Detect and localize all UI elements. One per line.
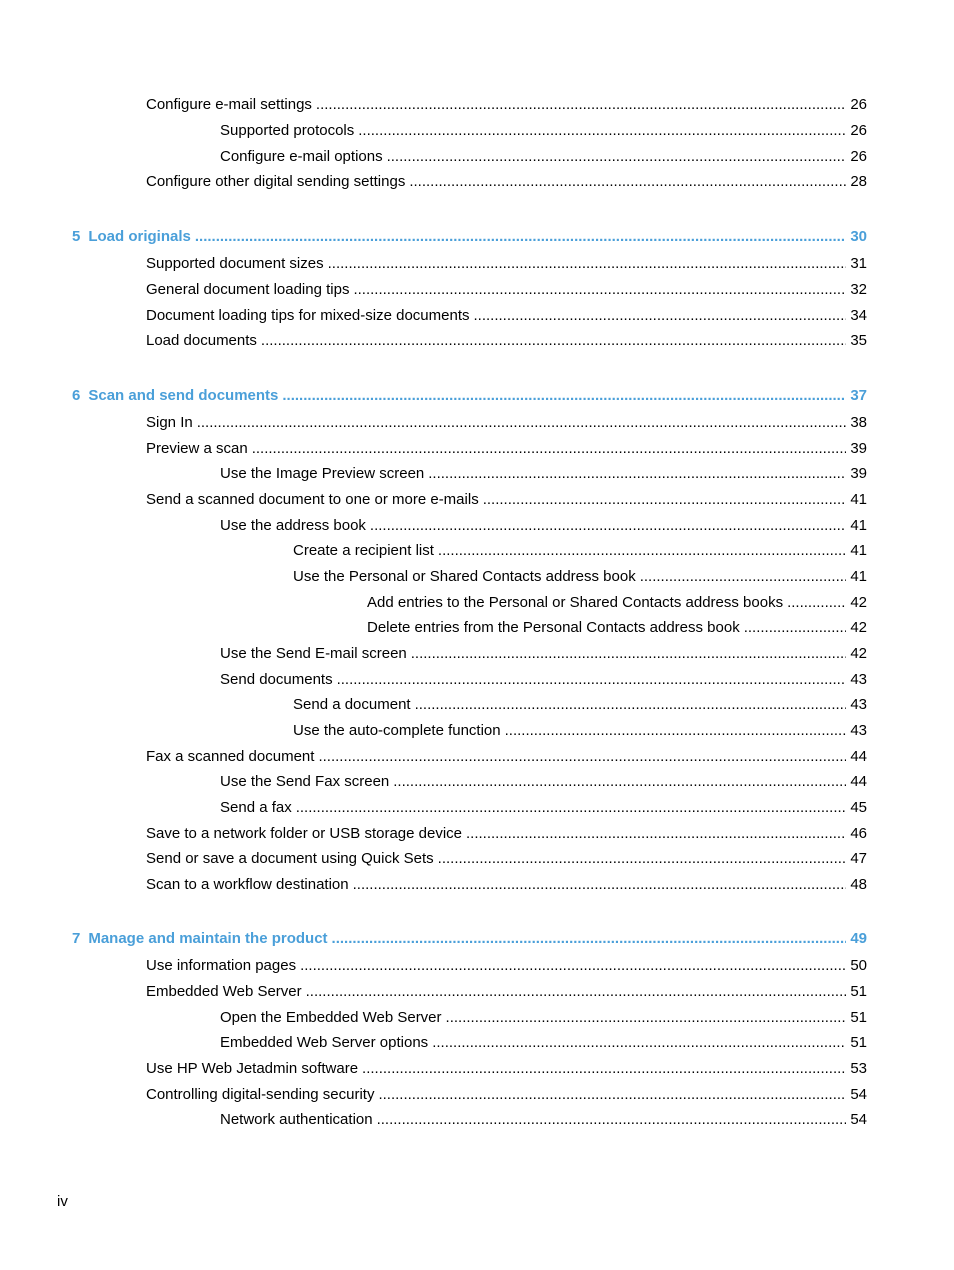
page-number: 38 bbox=[850, 414, 867, 431]
dot-leader bbox=[300, 956, 846, 976]
page-number: 47 bbox=[850, 850, 867, 867]
entry-title: Send a fax bbox=[220, 799, 292, 816]
chapter-title: Manage and maintain the product bbox=[88, 930, 328, 947]
toc-entry bbox=[146, 824, 867, 844]
chapter-number: 7 bbox=[72, 930, 81, 947]
toc-entry bbox=[146, 331, 867, 351]
page-number: 35 bbox=[850, 332, 867, 349]
page-number: 43 bbox=[850, 671, 867, 688]
dot-leader bbox=[438, 849, 847, 869]
chapter-title: Load originals bbox=[88, 228, 191, 245]
toc-entry bbox=[293, 567, 867, 587]
entry-title: General document loading tips bbox=[146, 281, 350, 298]
page-number: 54 bbox=[850, 1086, 867, 1103]
dot-leader bbox=[787, 593, 846, 613]
page-number: 50 bbox=[850, 957, 867, 974]
entry-title: Embedded Web Server options bbox=[220, 1034, 429, 1051]
page-number: 44 bbox=[850, 773, 867, 790]
toc-entry bbox=[146, 1059, 867, 1079]
chapter-heading bbox=[72, 386, 867, 406]
toc-entry bbox=[146, 439, 867, 459]
page-number: 39 bbox=[850, 440, 867, 457]
dot-leader bbox=[282, 386, 846, 406]
entry-title: Add entries to the Personal or Shared Contacts address books bbox=[367, 594, 784, 611]
toc-entry bbox=[220, 798, 867, 818]
dot-leader bbox=[197, 413, 847, 433]
page-number: 51 bbox=[850, 983, 867, 1000]
page-number: 39 bbox=[850, 465, 867, 482]
entry-title: Configure e-mail options bbox=[220, 148, 383, 165]
entry-title: Send a scanned document to one or more e-mails bbox=[146, 491, 479, 508]
entry-title: Configure other digital sending settings bbox=[146, 173, 406, 190]
toc-entry bbox=[146, 982, 867, 1002]
dot-leader bbox=[328, 254, 847, 274]
page-number: 37 bbox=[850, 387, 867, 404]
toc-entry bbox=[220, 147, 867, 167]
page-number: 26 bbox=[850, 148, 867, 165]
entry-title: Configure e-mail settings bbox=[146, 96, 312, 113]
dot-leader bbox=[409, 172, 846, 192]
entry-title: Create a recipient list bbox=[293, 542, 434, 559]
entry-title: Network authentication bbox=[220, 1111, 373, 1128]
entry-title: Use the Send Fax screen bbox=[220, 773, 390, 790]
toc-entry bbox=[220, 516, 867, 536]
dot-leader bbox=[415, 695, 847, 715]
entry-title: Document loading tips for mixed-size documents bbox=[146, 307, 470, 324]
dot-leader bbox=[318, 747, 846, 767]
page-number: 32 bbox=[850, 281, 867, 298]
page-number: 54 bbox=[850, 1111, 867, 1128]
entry-title: Fax a scanned document bbox=[146, 748, 315, 765]
dot-leader bbox=[378, 1085, 846, 1105]
page-number: 26 bbox=[850, 122, 867, 139]
entry-title: Save to a network folder or USB storage device bbox=[146, 825, 462, 842]
dot-leader bbox=[353, 875, 847, 895]
dot-leader bbox=[393, 772, 846, 792]
toc-entry bbox=[146, 490, 867, 510]
chapter-number: 5 bbox=[72, 228, 81, 245]
page-number: 51 bbox=[850, 1034, 867, 1051]
page-number: 43 bbox=[850, 722, 867, 739]
dot-leader bbox=[411, 644, 847, 664]
toc-entry bbox=[293, 695, 867, 715]
entry-title: Preview a scan bbox=[146, 440, 248, 457]
toc-entry bbox=[367, 618, 867, 638]
dot-leader bbox=[252, 439, 847, 459]
dot-leader bbox=[432, 1033, 846, 1053]
toc-entry bbox=[146, 95, 867, 115]
entry-title: Use the Send E-mail screen bbox=[220, 645, 407, 662]
dot-leader bbox=[744, 618, 847, 638]
toc-entry bbox=[220, 1110, 867, 1130]
toc-entry bbox=[367, 593, 867, 613]
page-number: 41 bbox=[850, 568, 867, 585]
toc-entry bbox=[220, 670, 867, 690]
entry-title: Use the auto-complete function bbox=[293, 722, 501, 739]
toc-entry bbox=[146, 172, 867, 192]
toc-entry bbox=[220, 1033, 867, 1053]
toc-entry bbox=[220, 772, 867, 792]
dot-leader bbox=[337, 670, 847, 690]
toc-entry bbox=[220, 121, 867, 141]
page-number: 41 bbox=[850, 491, 867, 508]
chapter-heading bbox=[72, 929, 867, 949]
dot-leader bbox=[387, 147, 847, 167]
dot-leader bbox=[446, 1008, 847, 1028]
dot-leader bbox=[296, 798, 847, 818]
toc-entry bbox=[146, 280, 867, 300]
page-number: 48 bbox=[850, 876, 867, 893]
chapter-title: Scan and send documents bbox=[88, 387, 279, 404]
entry-title: Use the address book bbox=[220, 517, 366, 534]
chapter-heading bbox=[72, 227, 867, 247]
toc-entry bbox=[146, 254, 867, 274]
dot-leader bbox=[362, 1059, 846, 1079]
dot-leader bbox=[505, 721, 847, 741]
entry-title: Supported protocols bbox=[220, 122, 355, 139]
page-number: 41 bbox=[850, 517, 867, 534]
page-number: 42 bbox=[850, 645, 867, 662]
dot-leader bbox=[483, 490, 847, 510]
dot-leader bbox=[377, 1110, 847, 1130]
dot-leader bbox=[428, 464, 846, 484]
toc-entry bbox=[220, 644, 867, 664]
entry-title: Send a document bbox=[293, 696, 411, 713]
page-number: 42 bbox=[850, 619, 867, 636]
entry-title: Delete entries from the Personal Contacts address book bbox=[367, 619, 740, 636]
dot-leader bbox=[438, 541, 846, 561]
dot-leader bbox=[332, 929, 847, 949]
page-number: 34 bbox=[850, 307, 867, 324]
toc-entry bbox=[146, 875, 867, 895]
toc-entry bbox=[146, 413, 867, 433]
page-number: 45 bbox=[850, 799, 867, 816]
toc-entry bbox=[293, 541, 867, 561]
dot-leader bbox=[370, 516, 846, 536]
dot-leader bbox=[261, 331, 846, 351]
dot-leader bbox=[473, 306, 846, 326]
chapter-number: 6 bbox=[72, 387, 81, 404]
dot-leader bbox=[316, 95, 846, 115]
page-number: 42 bbox=[850, 594, 867, 611]
toc-entry bbox=[146, 747, 867, 767]
dot-leader bbox=[466, 824, 846, 844]
toc-entry bbox=[146, 849, 867, 869]
toc-entry bbox=[293, 721, 867, 741]
dot-leader bbox=[640, 567, 847, 587]
entry-title: Scan to a workflow destination bbox=[146, 876, 349, 893]
page-number: 26 bbox=[850, 96, 867, 113]
page-number: 51 bbox=[850, 1009, 867, 1026]
entry-title: Open the Embedded Web Server bbox=[220, 1009, 442, 1026]
entry-title: Load documents bbox=[146, 332, 257, 349]
page-folio: iv bbox=[57, 1193, 68, 1210]
page-number: 41 bbox=[850, 542, 867, 559]
page-number: 49 bbox=[850, 930, 867, 947]
toc-entry bbox=[146, 1085, 867, 1105]
page-number: 31 bbox=[850, 255, 867, 272]
dot-leader bbox=[195, 227, 846, 247]
entry-title: Sign In bbox=[146, 414, 193, 431]
entry-title: Send or save a document using Quick Sets bbox=[146, 850, 434, 867]
dot-leader bbox=[358, 121, 846, 141]
dot-leader bbox=[353, 280, 846, 300]
entry-title: Embedded Web Server bbox=[146, 983, 302, 1000]
entry-title: Use the Image Preview screen bbox=[220, 465, 425, 482]
toc-entry bbox=[146, 956, 867, 976]
page-number: 44 bbox=[850, 748, 867, 765]
toc-entry bbox=[146, 306, 867, 326]
dot-leader bbox=[306, 982, 847, 1002]
entry-title: Supported document sizes bbox=[146, 255, 324, 272]
page-number: 43 bbox=[850, 696, 867, 713]
page-number: 28 bbox=[850, 173, 867, 190]
entry-title: Use HP Web Jetadmin software bbox=[146, 1060, 359, 1077]
entry-title: Send documents bbox=[220, 671, 333, 688]
toc-entry bbox=[220, 1008, 867, 1028]
toc-entry bbox=[220, 464, 867, 484]
page-number: 53 bbox=[850, 1060, 867, 1077]
entry-title: Use the Personal or Shared Contacts address book bbox=[293, 568, 636, 585]
entry-title: Use information pages bbox=[146, 957, 297, 974]
entry-title: Controlling digital-sending security bbox=[146, 1086, 375, 1103]
page-number: 46 bbox=[850, 825, 867, 842]
page-number: 30 bbox=[850, 228, 867, 245]
